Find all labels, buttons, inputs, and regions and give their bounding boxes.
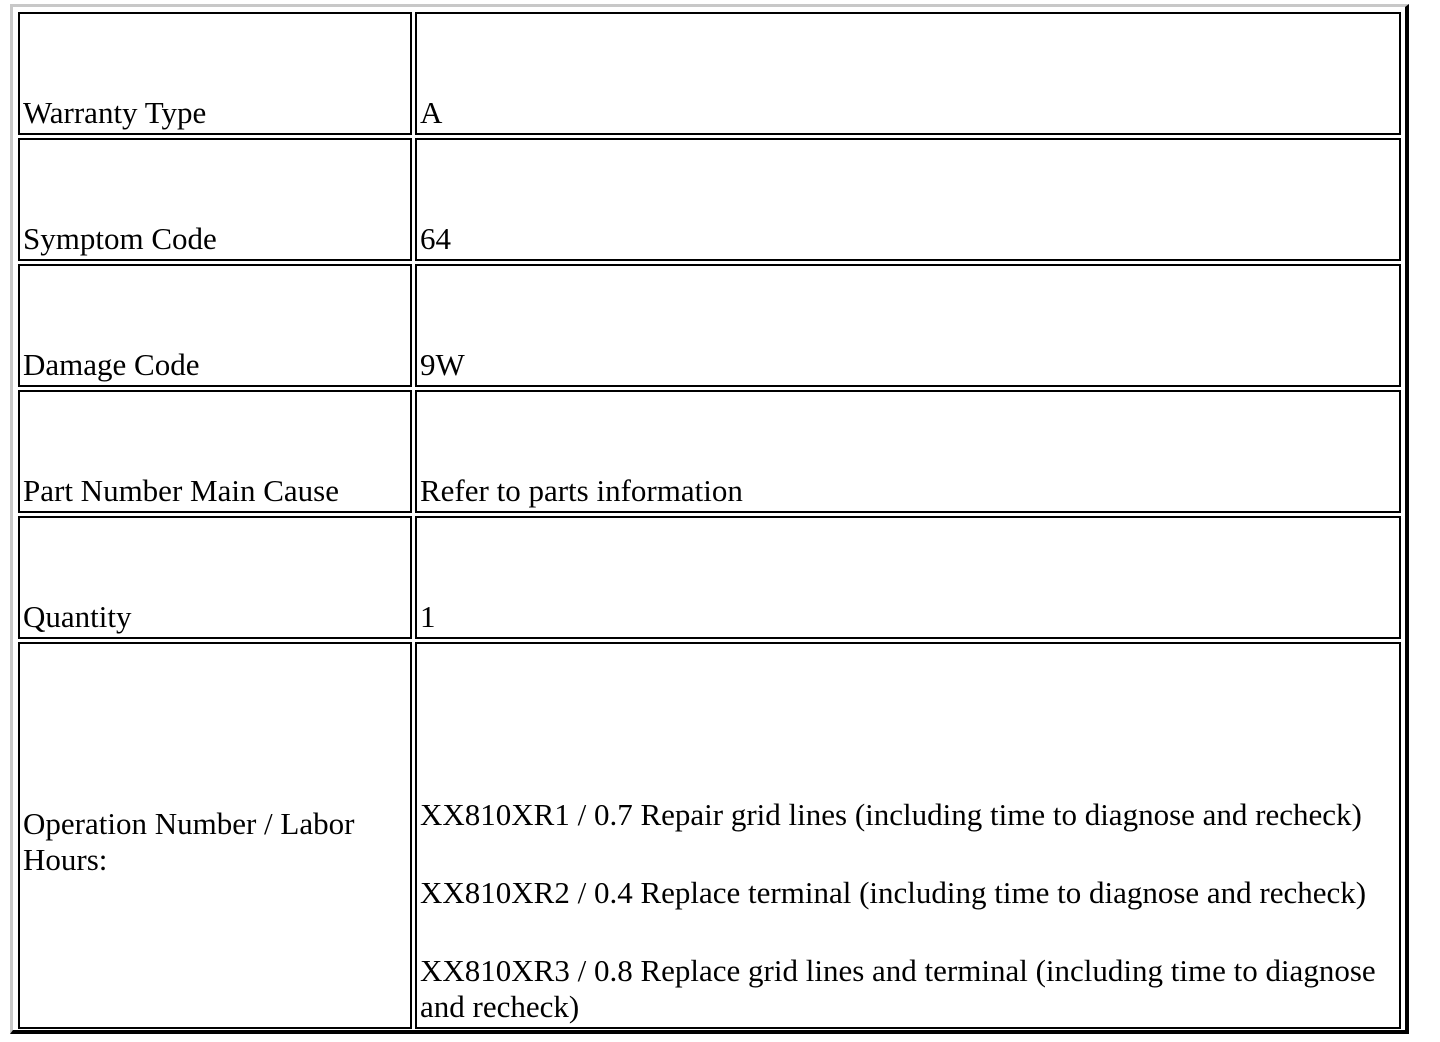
table-row-operations	[18, 642, 1401, 1029]
operation-labor-label: Operation Number / Labor Hours:	[18, 642, 412, 1029]
symptom-code-value: 64	[415, 138, 1401, 261]
table-row-quantity	[18, 516, 1401, 639]
warranty-type-label: Warranty Type	[18, 12, 412, 135]
warranty-info-table-frame	[10, 4, 1409, 1034]
warranty-info-table	[15, 9, 1404, 1032]
table-row-damage-code	[18, 264, 1401, 387]
damage-code-label: Damage Code	[18, 264, 412, 387]
quantity-label: Quantity	[18, 516, 412, 639]
part-number-value: Refer to parts information	[415, 390, 1401, 513]
operation-entry-1: XX810XR1 / 0.7 Repair grid lines (including time to diagnose and recheck)	[420, 797, 1362, 832]
operation-entry-2: XX810XR2 / 0.4 Replace terminal (including time to diagnose and recheck)	[420, 875, 1367, 910]
symptom-code-label: Symptom Code	[18, 138, 412, 261]
table-row-warranty-type	[18, 12, 1401, 135]
operation-labor-value	[415, 642, 1401, 1029]
operation-entry-3: XX810XR3 / 0.8 Replace grid lines and terminal (including time to diagnose and recheck)	[420, 953, 1376, 1024]
table-row-symptom-code	[18, 138, 1401, 261]
table-row-part-number	[18, 390, 1401, 513]
quantity-value: 1	[415, 516, 1401, 639]
warranty-type-value: A	[415, 12, 1401, 135]
part-number-label: Part Number Main Cause	[18, 390, 412, 513]
damage-code-value: 9W	[415, 264, 1401, 387]
